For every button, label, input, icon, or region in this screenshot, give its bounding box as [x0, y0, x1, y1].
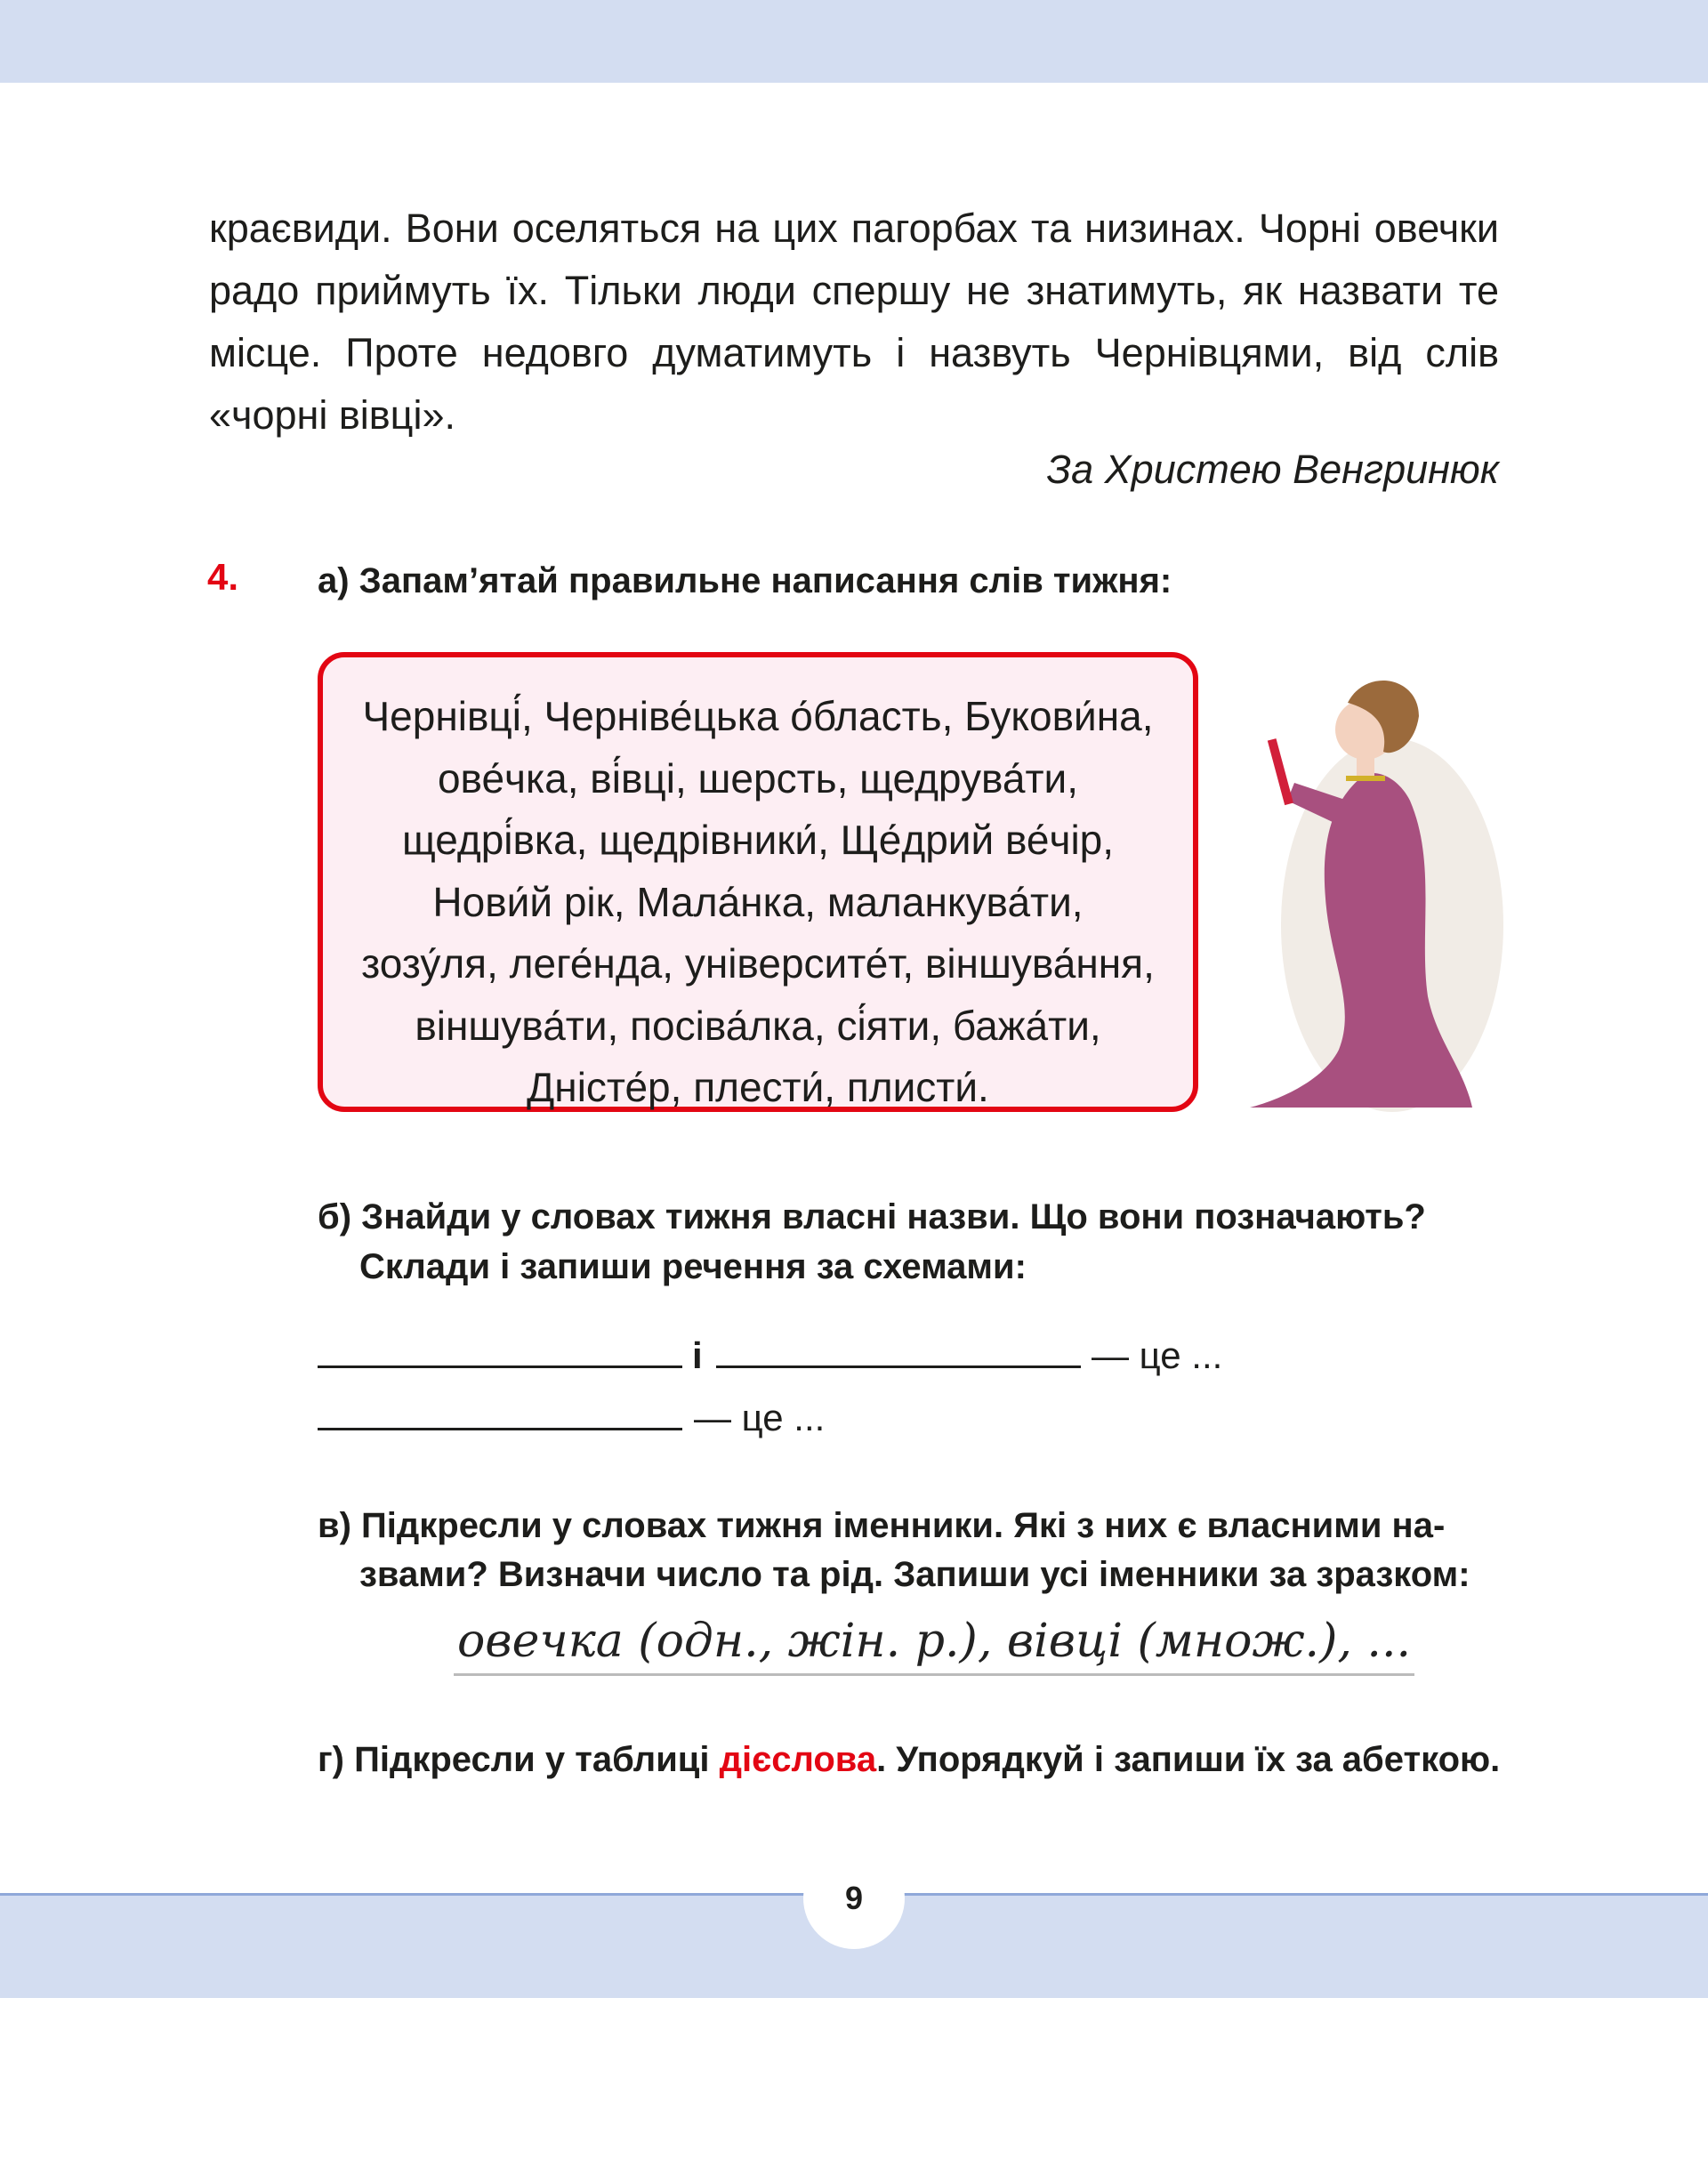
task-b-line2: Склади і запиши речення за схемами: — [359, 1247, 1027, 1286]
task-b-line1: б) Знайди у словах тижня власні назви. Що вони позначають? — [318, 1197, 1426, 1237]
word-line: щедрі́вка, щедрівники́, Ще́дрий ве́чір, — [401, 817, 1115, 863]
handwritten-sample: овечка (одн., жін. р.), вівці (множ.), ... — [454, 1615, 1414, 1676]
task-g-highlight: дієслова — [719, 1740, 877, 1779]
scheme-blank — [318, 1428, 682, 1430]
word-line: Чернівці́, Черніве́цька о́бласть, Букови́на, — [362, 693, 1154, 739]
word-line: віншува́ти, посіва́лка, сі́яти, бажа́ти, — [415, 1002, 1101, 1049]
scheme-blank — [716, 1365, 1081, 1368]
story-paragraph: краєвиди. Вони оселяться на цих пагорбах та низинах. Чорні овечки радо приймуть їх. Тільки люди спершу не знатимуть, як назвати те місце. Проте недовго думатимуть і назвуть Чернівцями, від слів «чорні вівці». — [209, 205, 1499, 438]
page-number: 9 — [803, 1848, 905, 1949]
scheme-tail: — це ... — [1092, 1334, 1223, 1376]
story-author: За Христею Венгринюк — [1046, 447, 1499, 492]
word-line: Нови́й рік, Мала́нка, маланкува́ти, — [432, 878, 1084, 925]
scheme-blank — [318, 1365, 682, 1368]
top-band — [0, 0, 1708, 83]
scheme-tail: — це ... — [694, 1397, 826, 1438]
scheme-and: і — [692, 1334, 703, 1376]
task-g-text-end: . Упорядкуй і запиши їх за абеткою. — [876, 1740, 1501, 1779]
word-line: Дністе́р, плести́, плисти́. — [527, 1064, 989, 1110]
task-a: а) Запам’ятай правильне написання слів тижня: — [318, 561, 1172, 600]
task-g-text: г) Підкресли у таблиці — [318, 1740, 720, 1779]
words-of-week-box — [318, 652, 1198, 1112]
word-line: ове́чка, ві́вці, шерсть, щедрува́ти, — [437, 754, 1079, 802]
task-v-line2: звами? Визначи число та рід. Запиши усі іменники за зразком: — [359, 1555, 1470, 1594]
task-v-line1: в) Підкресли у словах тижня іменники. Які з них є власними на- — [318, 1506, 1446, 1545]
exercise-number: 4. — [207, 556, 239, 598]
word-line: зозу́ля, леге́нда, університе́т, віншува́ння, — [361, 940, 1155, 987]
task-g — [318, 1735, 1500, 1784]
teacher-illustration — [1232, 667, 1508, 1121]
